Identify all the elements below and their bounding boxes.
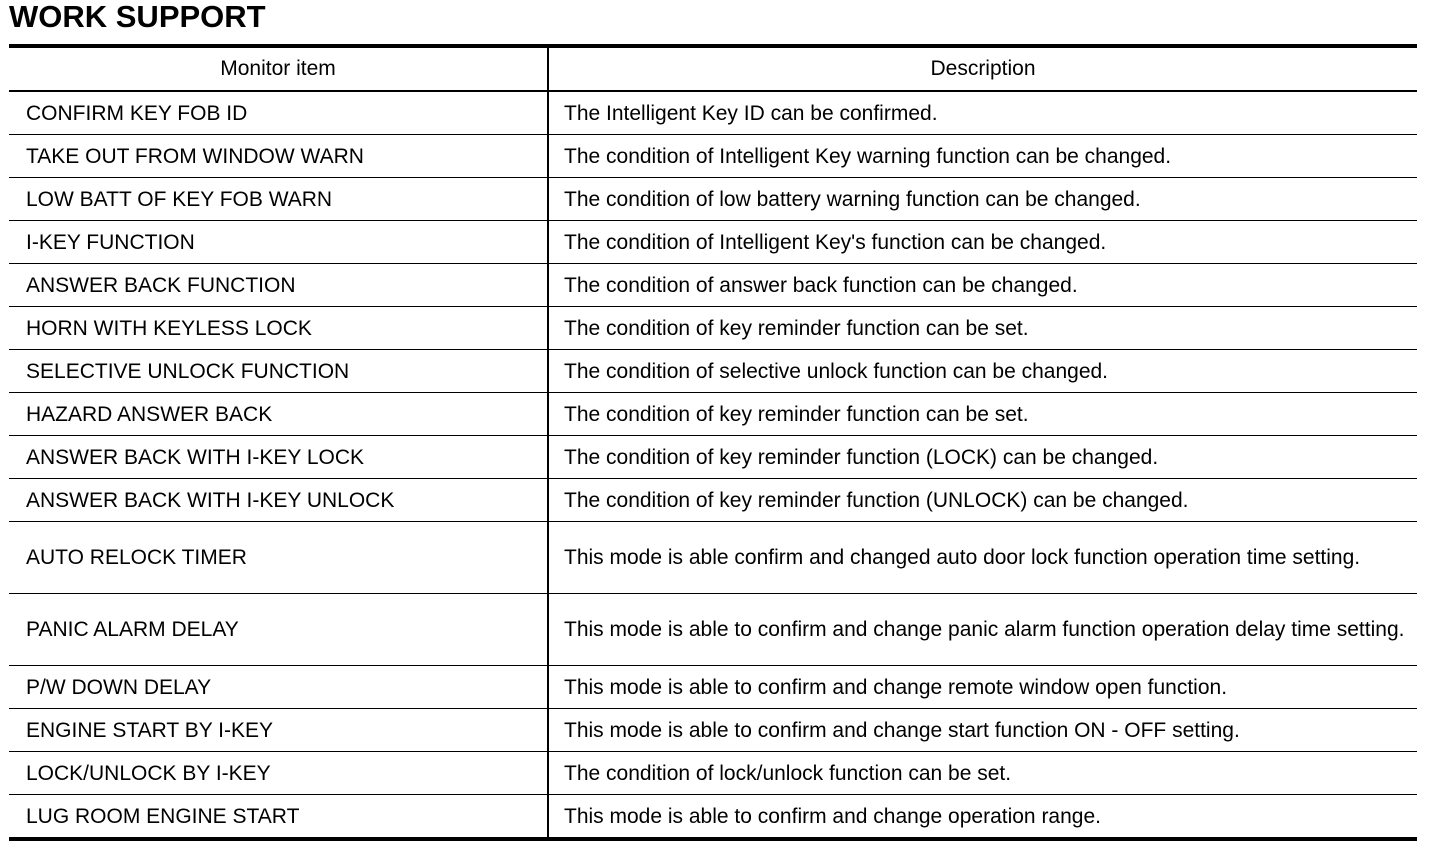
monitor-item-cell: PANIC ALARM DELAY [9, 594, 548, 666]
description-cell: This mode is able to confirm and change panic alarm function operation delay time setting. [548, 594, 1417, 666]
description-cell: This mode is able to confirm and change start function ON - OFF setting. [548, 709, 1417, 752]
description-cell: This mode is able confirm and changed auto door lock function operation time setting. [548, 522, 1417, 594]
description-cell: This mode is able to confirm and change remote window open function. [548, 666, 1417, 709]
description-cell: The condition of key reminder function (LOCK) can be changed. [548, 436, 1417, 479]
table-row [9, 479, 1417, 522]
monitor-item-cell: ANSWER BACK WITH I-KEY LOCK [9, 436, 548, 479]
table-row [9, 709, 1417, 752]
description-cell: The condition of answer back function can be changed. [548, 264, 1417, 307]
table-row [9, 221, 1417, 264]
description-cell: The condition of key reminder function can be set. [548, 307, 1417, 350]
description-cell: The condition of Intelligent Key's function can be changed. [548, 221, 1417, 264]
description-cell: This mode is able to confirm and change operation range. [548, 795, 1417, 840]
monitor-item-cell: ANSWER BACK WITH I-KEY UNLOCK [9, 479, 548, 522]
monitor-item-cell: AUTO RELOCK TIMER [9, 522, 548, 594]
description-cell: The condition of low battery warning function can be changed. [548, 178, 1417, 221]
monitor-item-cell: I-KEY FUNCTION [9, 221, 548, 264]
table-row [9, 752, 1417, 795]
table-row [9, 91, 1417, 135]
monitor-item-cell: ENGINE START BY I-KEY [9, 709, 548, 752]
table-row [9, 393, 1417, 436]
table-row [9, 350, 1417, 393]
table-row [9, 135, 1417, 178]
table-row [9, 264, 1417, 307]
table-row [9, 307, 1417, 350]
table-header-row [9, 46, 1417, 91]
monitor-item-cell: P/W DOWN DELAY [9, 666, 548, 709]
table-row [9, 666, 1417, 709]
table-row [9, 436, 1417, 479]
table-row [9, 178, 1417, 221]
monitor-item-cell: LUG ROOM ENGINE START [9, 795, 548, 840]
monitor-item-cell: HORN WITH KEYLESS LOCK [9, 307, 548, 350]
description-cell: The Intelligent Key ID can be confirmed. [548, 91, 1417, 135]
monitor-item-cell: LOCK/UNLOCK BY I-KEY [9, 752, 548, 795]
description-cell: The condition of key reminder function (UNLOCK) can be changed. [548, 479, 1417, 522]
monitor-item-cell: CONFIRM KEY FOB ID [9, 91, 548, 135]
description-cell: The condition of Intelligent Key warning function can be changed. [548, 135, 1417, 178]
table-row [9, 594, 1417, 666]
description-cell: The condition of key reminder function can be set. [548, 393, 1417, 436]
table-row [9, 522, 1417, 594]
column-header-monitor-item: Monitor item [9, 46, 548, 91]
monitor-item-cell: SELECTIVE UNLOCK FUNCTION [9, 350, 548, 393]
monitor-item-cell: TAKE OUT FROM WINDOW WARN [9, 135, 548, 178]
monitor-item-cell: LOW BATT OF KEY FOB WARN [9, 178, 548, 221]
table-row [9, 795, 1417, 840]
column-header-description: Description [548, 46, 1417, 91]
monitor-item-cell: ANSWER BACK FUNCTION [9, 264, 548, 307]
page-title: WORK SUPPORT [9, 0, 266, 34]
description-cell: The condition of lock/unlock function can be set. [548, 752, 1417, 795]
description-cell: The condition of selective unlock function can be changed. [548, 350, 1417, 393]
monitor-item-cell: HAZARD ANSWER BACK [9, 393, 548, 436]
work-support-table [9, 44, 1417, 841]
